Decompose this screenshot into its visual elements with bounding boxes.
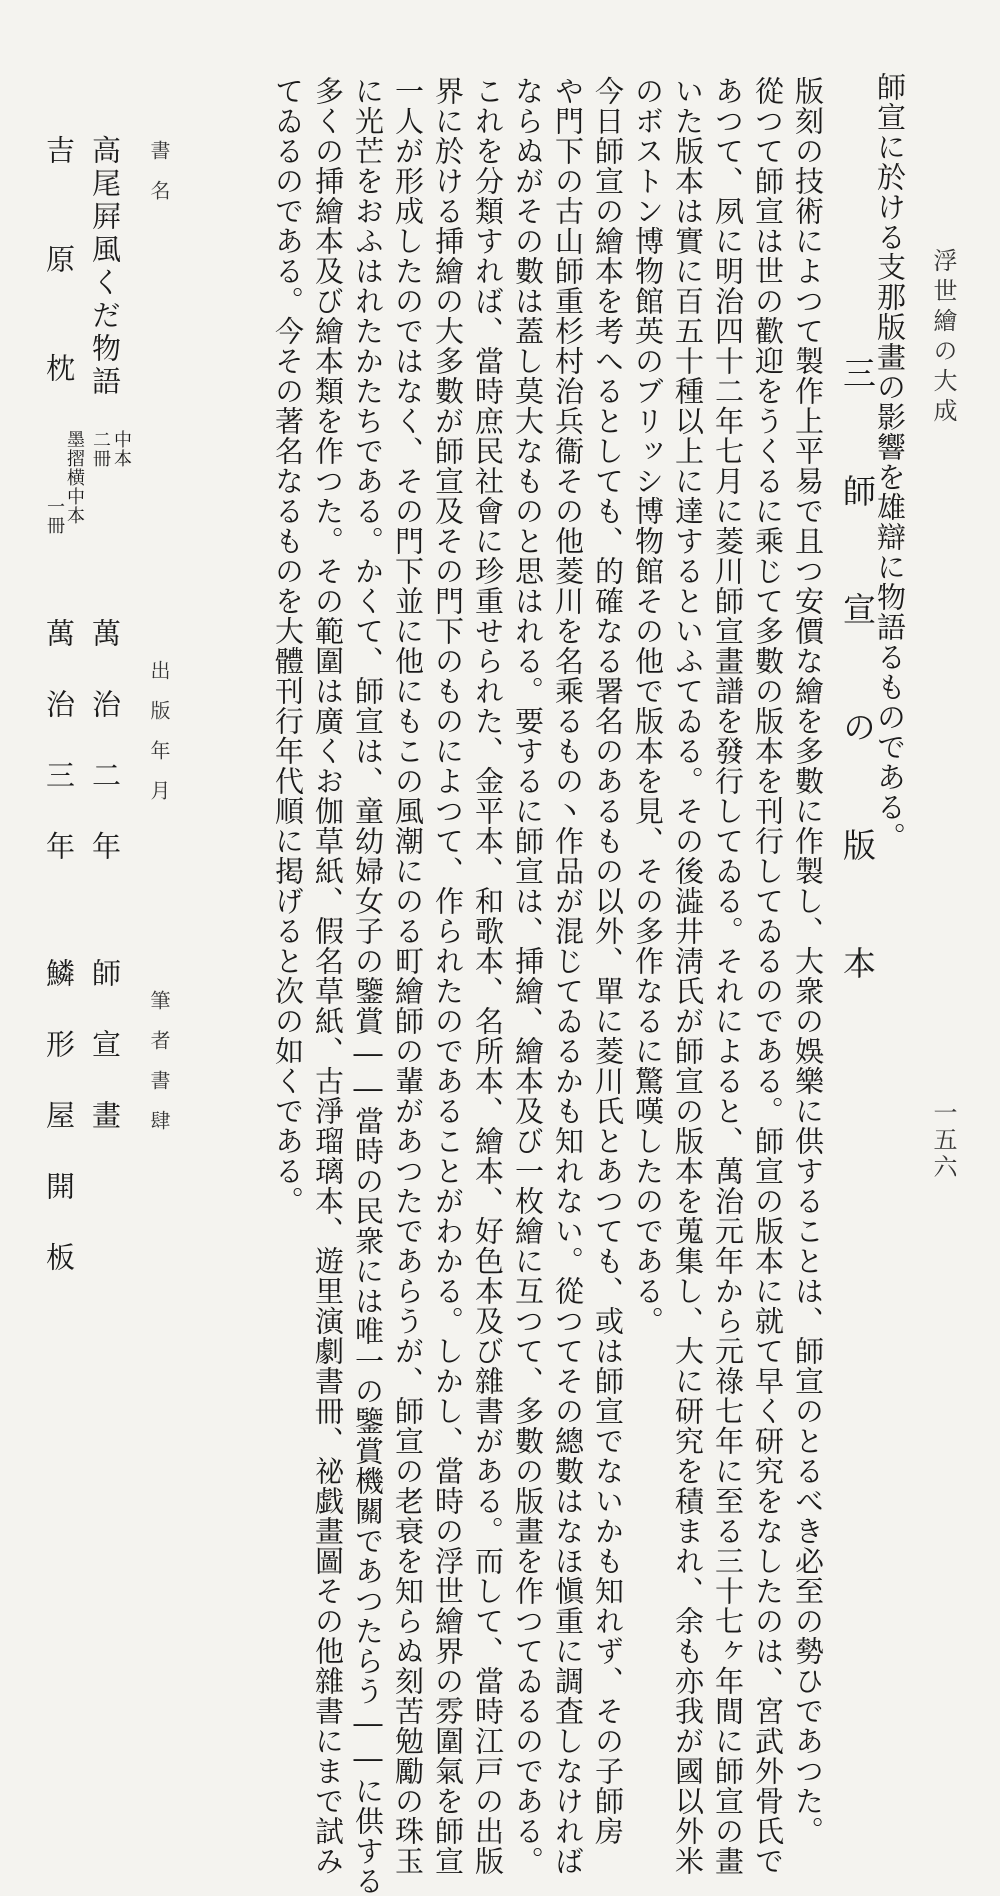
paragraph-line: あつて、夙に明治四十二年七月に菱川師宣畫譜を發行してゐる。それによると、萬治元年から元祿七年に至る三十七ヶ年間に師宣の畫: [711, 76, 745, 1876]
table-row-publisher: 師宣畫: [88, 958, 122, 1171]
paragraph-line: これを分類すれば、當時庶民社會に珍重せられた、金平本、和歌本、名所本、繪本、好色本及び雜書がある。而して、當時江戸の出版: [471, 76, 505, 1876]
paragraph-line: に光芒をおふはれたかたちである。かくて、師宣は、童幼婦女子の鑒賞――當時の民衆には唯一の鑒賞機關であつたらう――に供する: [351, 76, 385, 1896]
table-row-format: 一冊: [44, 497, 65, 535]
paragraph-line: ならぬがその數は蓋し莫大なものと思はれる。要するに師宣は、挿繪、繪本及び一枚繪に互つて、多數の版畫を作つてゐるのである。: [511, 76, 545, 1876]
running-title: 浮世繪の大成: [929, 248, 957, 428]
table-row-publisher: 鱗形屋開板: [42, 958, 76, 1313]
table-row-format: 二冊: [90, 430, 111, 468]
paragraph-line: てゐるのである。今その著名なるものを大體刊行年代順に掲げると次の如くである。: [271, 76, 305, 1216]
table-row-format: 中本: [111, 430, 132, 468]
page-number: 一五六: [929, 1100, 957, 1181]
continuation-line: 師宣に於ける支那版畫の影響を雄辯に物語るものである。: [873, 72, 907, 852]
table-row-title: 高尾屛風くだ物語: [88, 135, 122, 399]
paragraph-line: 從つて師宣は世の歡迎をうくるに乘じて多數の版本を刊行してゐるのである。師宣の版本に就て早く研究をなしたのは、宮武外骨氏で: [751, 76, 785, 1876]
table-header-publisher: 筆者書肆: [147, 990, 171, 1150]
paragraph-line: 一人が形成したのではなく、その門下並に他にもこの風潮にのる町繪師の輩があつたであらうが、師宣の老衰を知らぬ刻苦勉勵の珠玉: [391, 76, 425, 1876]
section-heading: 三 師 宣 の 版 本: [838, 356, 877, 1005]
paragraph-line: や門下の古山師重杉村治兵衞その他菱川を名乘るもの丶作品が混じてゐるかも知れない。從つてその總數はなほ愼重に調査しなければ: [551, 76, 585, 1876]
paragraph-line: のボストン博物館英のブリッシ博物館その他で版本を見、その多作なるに驚嘆したのである。: [631, 76, 665, 1336]
paragraph-line: 多くの挿繪本及び繪本類を作つた。その範圍は廣くお伽草紙、假名草紙、古淨瑠璃本、遊里演劇書冊、祕戯畫圖その他雜書にまで試み: [311, 76, 345, 1876]
paragraph-line: 今日師宣の繪本を考へるとしても、的確なる署名のあるもの以外、單に菱川氏とあつても、或は師宣でないかも知れず、その子師房: [591, 76, 625, 1846]
paragraph-line: いた版本は實に百五十種以上に達するといふてゐる。その後澁井淸氏が師宣の版本を蒐集し、大に研究を積まれ、余も亦我が國以外米: [671, 76, 705, 1876]
table-header-date: 出版年月: [147, 660, 171, 820]
table-row-format: 墨摺横中本: [64, 430, 85, 525]
paragraph-line: 版刻の技術によつて製作上平易で且つ安價な繪を多數に作製し、大衆の娛樂に供することは、師宣のとるべき必至の勢ひであつた。: [791, 76, 825, 1846]
table-header-title: 書名: [147, 140, 171, 220]
table-row-date: 萬治二年: [88, 618, 122, 902]
table-row-title: 吉原枕: [42, 135, 76, 462]
table-row-date: 萬治三年: [42, 618, 76, 902]
paragraph-line: 界に於ける挿繪の大多數が師宣及その門下のものによつて、作られたのであることがわかる。しかし、當時の浮世繪界の雰圍氣を師宣: [431, 76, 465, 1876]
